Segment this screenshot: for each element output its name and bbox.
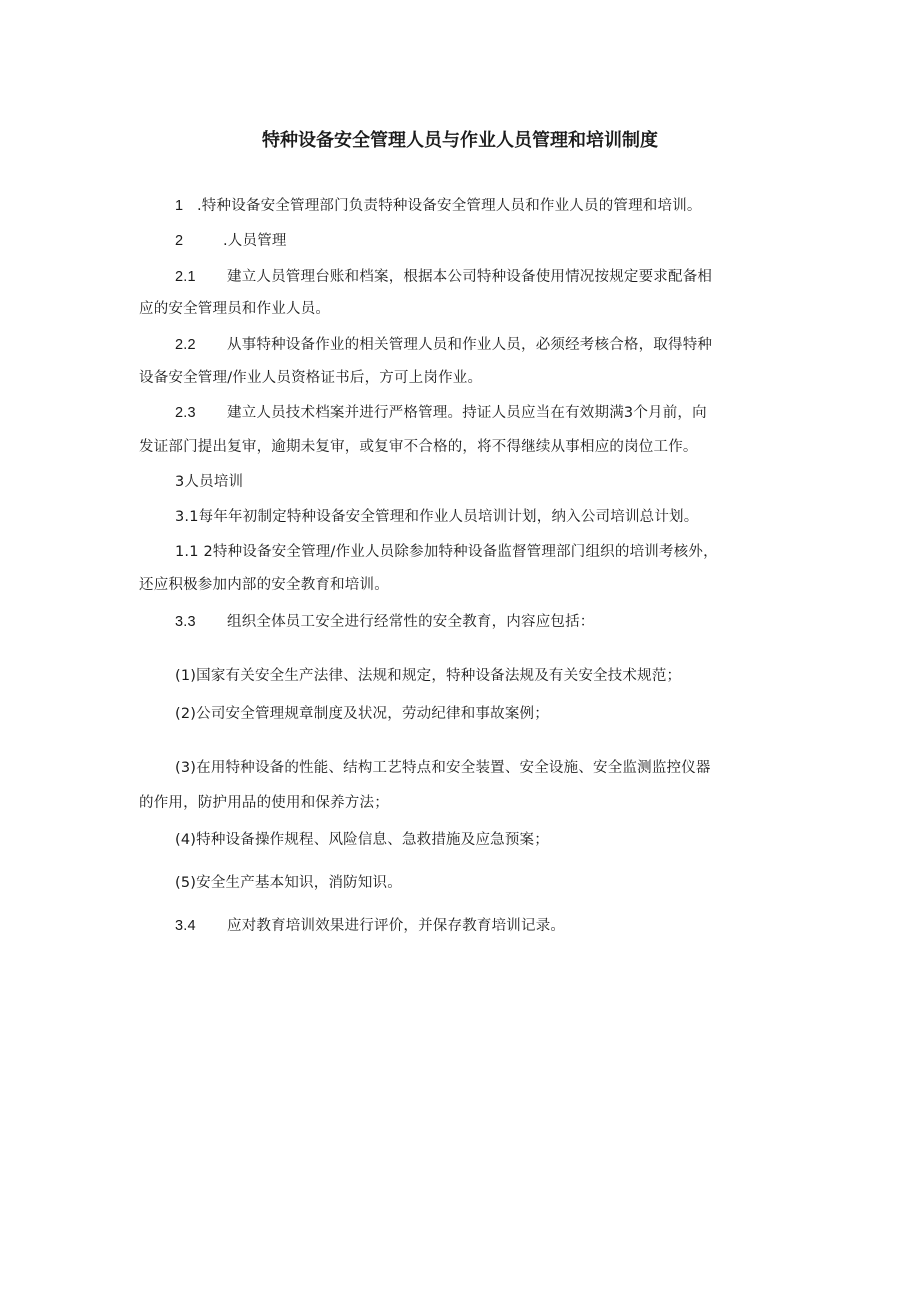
list-item-3-line-2: 的作用，防护用品的使用和保养方法； — [139, 795, 389, 811]
paragraph-2-text: .人员管理 — [223, 233, 287, 249]
paragraph-2-1-line-1 — [175, 267, 712, 287]
paragraph-2-1-line-2: 应的安全管理员和作业人员。 — [139, 301, 331, 317]
paragraph-2-2-line-2: 设备安全管理/作业人员资格证书后，方可上岗作业。 — [139, 370, 483, 386]
paragraph-3-4 — [175, 916, 565, 936]
paragraph-2-3-text: 建立人员技术档案并进行严格管理。持证人员应当在有效期满3个月前，向 — [227, 405, 707, 421]
paragraph-2-2-number: 2.2 — [175, 337, 196, 353]
paragraph-2-3-line-1 — [175, 403, 707, 423]
paragraph-3-3 — [175, 612, 595, 632]
paragraph-3-1: 3.1每年年初制定特种设备安全管理和作业人员培训计划，纳入公司培训总计划。 — [175, 509, 699, 525]
paragraph-2-3-number: 2.3 — [175, 405, 196, 421]
document-title: 特种设备安全管理人员与作业人员管理和培训制度 — [262, 130, 658, 151]
paragraph-1 — [175, 196, 702, 216]
list-item-1: (1)国家有关安全生产法律、法规和规定，特种设备法规及有关安全技术规范； — [175, 668, 682, 684]
paragraph-3-4-text: 应对教育培训效果进行评价，并保存教育培训记录。 — [227, 918, 566, 934]
paragraph-2-1-text: 建立人员管理台账和档案，根据本公司特种设备使用情况按规定要求配备相 — [227, 269, 713, 285]
paragraph-1-1-2-line-1: 1.1 2特种设备安全管理/作业人员除参加特种设备监督管理部门组织的培训考核外， — [175, 544, 718, 560]
paragraph-3-4-number: 3.4 — [175, 918, 196, 934]
paragraph-3-3-number: 3.3 — [175, 614, 196, 630]
paragraph-1-number: 1 — [175, 198, 184, 214]
paragraph-2-2-line-1 — [175, 335, 712, 355]
list-item-4: (4)特种设备操作规程、风险信息、急救措施及应急预案； — [175, 832, 549, 848]
list-item-2: (2)公司安全管理规章制度及状况，劳动纪律和事故案例； — [175, 706, 549, 722]
list-item-5: (5)安全生产基本知识，消防知识。 — [175, 875, 402, 891]
paragraph-3: 3人员培训 — [175, 474, 244, 490]
paragraph-2-3-line-2: 发证部门提出复审，逾期未复审，或复审不合格的，将不得继续从事相应的岗位工作。 — [139, 439, 698, 455]
list-item-3-line-1: (3)在用特种设备的性能、结构工艺特点和安全装置、安全设施、安全监测监控仪器 — [175, 760, 711, 776]
paragraph-2-1-number: 2.1 — [175, 269, 196, 285]
paragraph-2-2-text: 从事特种设备作业的相关管理人员和作业人员，必须经考核合格，取得特种 — [227, 337, 713, 353]
paragraph-1-text: .特种设备安全管理部门负责特种设备安全管理人员和作业人员的管理和培训。 — [197, 198, 702, 214]
paragraph-3-3-text: 组织全体员工安全进行经常性的安全教育，内容应包括： — [227, 614, 595, 630]
paragraph-1-1-2-line-2: 还应积极参加内部的安全教育和培训。 — [139, 577, 389, 593]
paragraph-2 — [175, 231, 287, 251]
paragraph-2-number: 2 — [175, 233, 184, 249]
